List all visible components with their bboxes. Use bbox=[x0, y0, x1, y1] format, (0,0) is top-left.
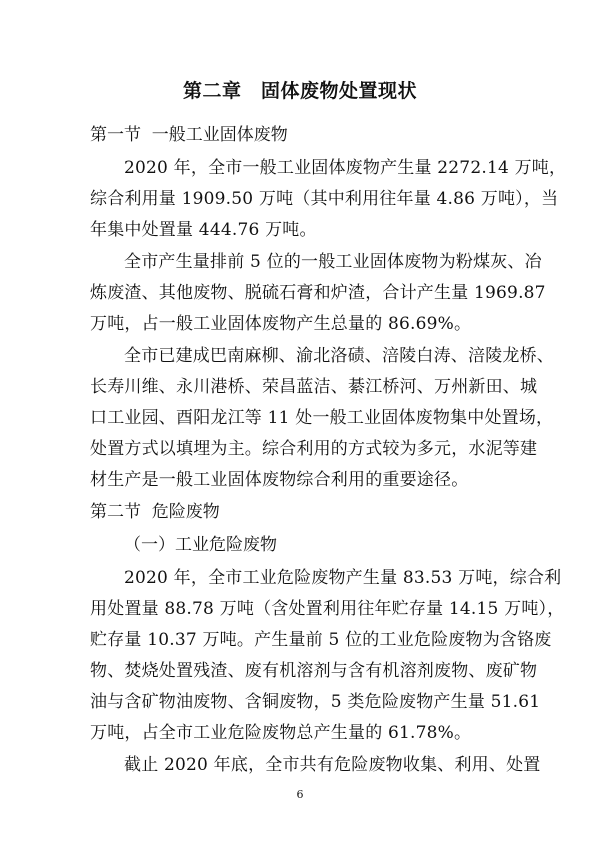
paragraph-line: 年集中处置量 444.76 万吨。 bbox=[90, 220, 317, 240]
paragraph-line: 截止 2020 年底，全市共有危险废物收集、利用、处置 bbox=[124, 755, 541, 775]
paragraph-line: 口工业园、酉阳龙江等 11 处一般工业固体废物集中处置场， bbox=[90, 408, 554, 428]
paragraph-line: 2020 年，全市工业危险废物产生量 83.53 万吨，综合利 bbox=[124, 568, 562, 588]
paragraph-line: 万吨，占一般工业固体废物产生总量的 86.69%。 bbox=[90, 314, 472, 334]
chapter-title: 第二章 固体废物处置现状 bbox=[182, 80, 417, 102]
sub-heading-industrial-hazardous-waste: （一）工业危险废物 bbox=[124, 535, 277, 555]
paragraph-line: 全市已建成巴南麻柳、渝北洛碛、涪陵白涛、涪陵龙桥、 bbox=[124, 346, 554, 366]
section-heading-general-waste: 第一节 一般工业固体废物 bbox=[90, 125, 288, 145]
paragraph-line: 长寿川维、永川港桥、荣昌蓝洁、綦江桥河、万州新田、城 bbox=[90, 377, 538, 397]
paragraph-line: 油与含矿物油废物、含铜废物，5 类危险废物产生量 51.61 bbox=[90, 692, 541, 712]
paragraph-line: 综合利用量 1909.50 万吨（其中利用往年量 4.86 万吨），当 bbox=[90, 189, 559, 209]
paragraph-line: 2020 年，全市一般工业固体废物产生量 2272.14 万吨， bbox=[124, 158, 567, 178]
page-number: 6 bbox=[296, 788, 304, 801]
paragraph-line: 炼废渣、其他废物、脱硫石膏和炉渣，合计产生量 1969.87 bbox=[90, 283, 546, 303]
paragraph-line: 贮存量 10.37 万吨。产生量前 5 位的工业危险废物为含铬废 bbox=[90, 630, 552, 650]
paragraph-line: 万吨，占全市工业危险废物总产生量的 61.78%。 bbox=[90, 723, 472, 743]
paragraph-line: 全市产生量排前 5 位的一般工业固体废物为粉煤灰、冶 bbox=[124, 252, 542, 272]
paragraph-line: 物、焚烧处置残渣、废有机溶剂与含有机溶剂废物、废矿物 bbox=[90, 661, 538, 681]
paragraph-line: 用处置量 88.78 万吨（含处置利用往年贮存量 14.15 万吨）， bbox=[90, 599, 565, 619]
section-heading-hazardous-waste: 第二节 危险废物 bbox=[90, 502, 220, 522]
paragraph-line: 材生产是一般工业固体废物综合利用的重要途径。 bbox=[90, 470, 469, 490]
paragraph-line: 处置方式以填埋为主。综合利用的方式较为多元，水泥等建 bbox=[90, 439, 538, 459]
